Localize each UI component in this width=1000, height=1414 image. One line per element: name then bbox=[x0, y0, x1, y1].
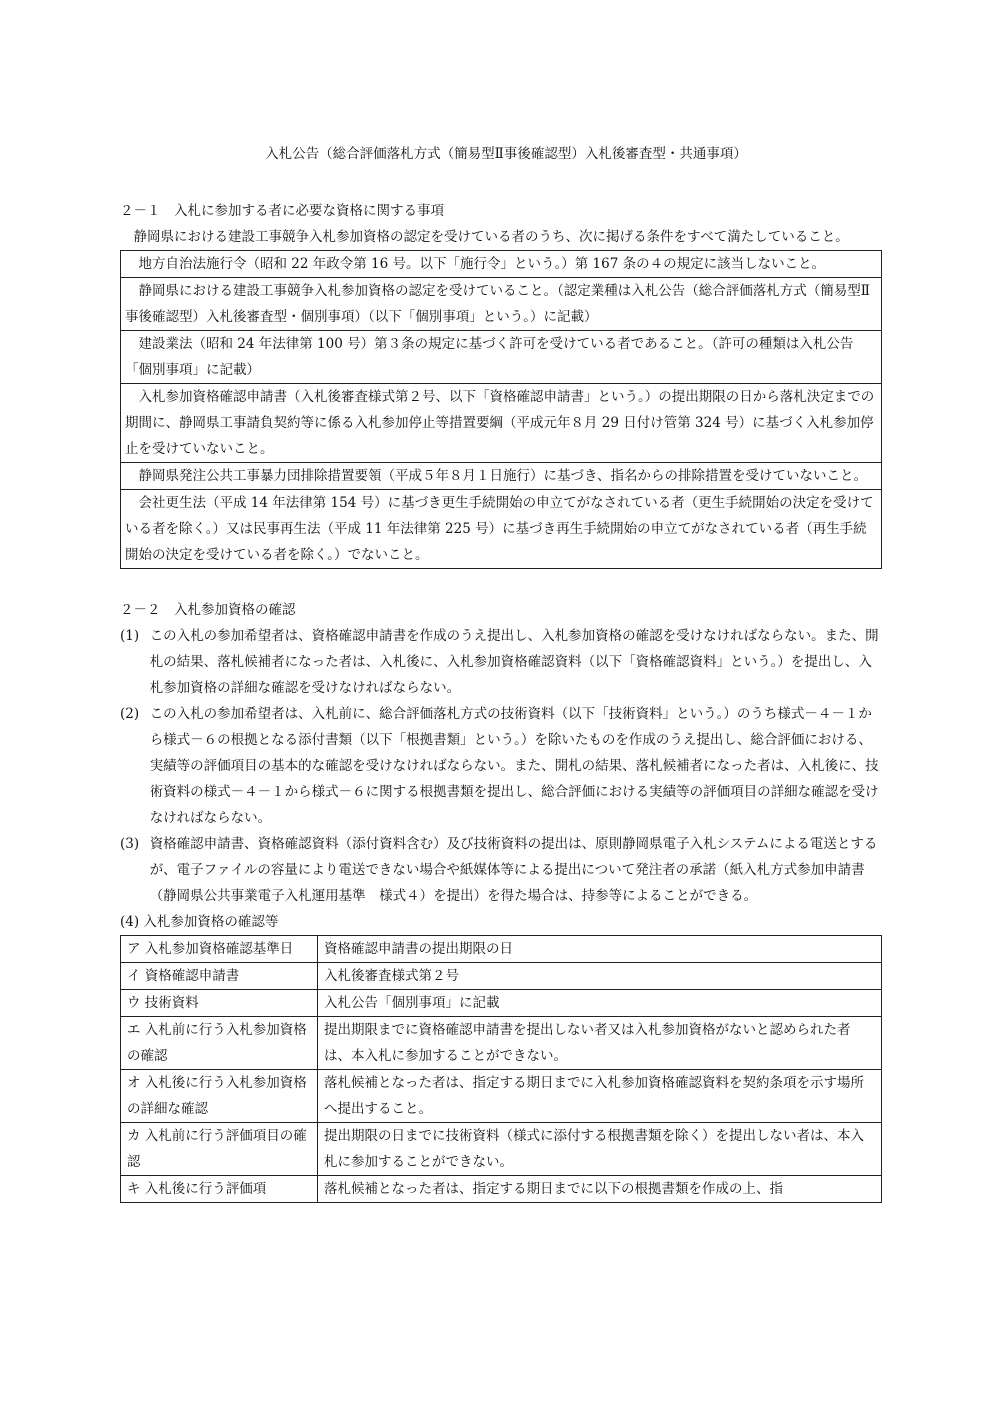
list-item bbox=[120, 701, 882, 831]
page-title: 入札公告（総合評価落札方式（簡易型Ⅱ事後確認型）入札後審査型・共通事項） bbox=[265, 146, 747, 162]
confirmation-key: イ 資格確認申請書 bbox=[121, 963, 318, 990]
table-row bbox=[121, 1176, 882, 1203]
table-row bbox=[121, 278, 882, 331]
list-item bbox=[120, 831, 882, 909]
confirmation-key: ウ 技術資料 bbox=[121, 990, 318, 1017]
table-row bbox=[121, 936, 882, 963]
requirement-cell: 建設業法（昭和 24 年法律第 100 号）第３条の規定に基づく許可を受けている者であること。（許可の種類は入札公告「個別事項」に記載） bbox=[121, 331, 882, 384]
confirmation-value: 提出期限の日までに技術資料（様式に添付する根拠書類を除く）を提出しない者は、本入札に参加することができない。 bbox=[318, 1123, 882, 1176]
confirmation-table bbox=[120, 935, 882, 1203]
subsection-4-heading: (4) 入札参加資格の確認等 bbox=[120, 914, 279, 930]
requirements-table bbox=[120, 250, 882, 569]
table-row bbox=[121, 331, 882, 384]
section-2-1-heading: ２－１ 入札に参加する者に必要な資格に関する事項 bbox=[120, 203, 444, 219]
item-number: (3) bbox=[120, 836, 140, 852]
confirmation-key: オ 入札後に行う入札参加資格の詳細な確認 bbox=[121, 1070, 318, 1123]
confirmation-value: 落札候補となった者は、指定する期日までに入札参加資格確認資料を契約条項を示す場所へ提出すること。 bbox=[318, 1070, 882, 1123]
confirmation-value: 落札候補となった者は、指定する期日までに以下の根拠書類を作成の上、指 bbox=[318, 1176, 882, 1203]
confirmation-value: 入札公告「個別事項」に記載 bbox=[318, 990, 882, 1017]
item-number: (2) bbox=[120, 706, 140, 722]
confirmation-value: 提出期限までに資格確認申請書を提出しない者又は入札参加資格がないと認められた者は、本入札に参加することができない。 bbox=[318, 1017, 882, 1070]
table-row bbox=[121, 1123, 882, 1176]
requirement-cell: 地方自治法施行令（昭和 22 年政令第 16 号。以下「施行令」という。）第 167 条の４の規定に該当しないこと。 bbox=[121, 251, 882, 278]
table-row bbox=[121, 1070, 882, 1123]
confirmation-value: 入札後審査様式第２号 bbox=[318, 963, 882, 990]
table-row bbox=[121, 463, 882, 490]
section-2-2-heading: ２－２ 入札参加資格の確認 bbox=[120, 602, 296, 618]
item-text: この入札の参加希望者は、入札前に、総合評価落札方式の技術資料（以下「技術資料」という。）のうち様式－４－１から様式－６の根拠となる添付書類（以下「根拠書類」という。）を除いたものを作成のうえ提出し、総合評価における、実績等の評価項目の基本的な確認を受けなければならない。また、開札の結果、落札候補者になった者は、入札後に、技術資料の様式－４－１から様式－６に関する根拠書類を提出し、総合評価における実績等の評価項目の詳細な確認を受けなければならない。 bbox=[149, 706, 879, 826]
item-number: (1) bbox=[120, 628, 140, 644]
table-row bbox=[121, 490, 882, 569]
item-text: 資格確認申請書、資格確認資料（添付資料含む）及び技術資料の提出は、原則静岡県電子入札システムによる電送とするが、電子ファイルの容量により電送できない場合や紙媒体等による提出について発注者の承諾（紙入札方式参加申請書（静岡県公共事業電子入札運用基準 様式４）を提出）を得た場合は、持参等によることができる。 bbox=[149, 836, 878, 904]
document-page bbox=[120, 140, 882, 1203]
confirmation-key: キ 入札後に行う評価項 bbox=[121, 1176, 318, 1203]
table-row bbox=[121, 251, 882, 278]
confirmation-key: ア 入札参加資格確認基準日 bbox=[121, 936, 318, 963]
requirement-cell: 静岡県における建設工事競争入札参加資格の認定を受けていること。（認定業種は入札公告（総合評価落札方式（簡易型Ⅱ事後確認型）入札後審査型・個別事項）（以下「個別事項」という。）に記載） bbox=[121, 278, 882, 331]
confirmation-key: カ 入札前に行う評価項目の確認 bbox=[121, 1123, 318, 1176]
requirement-cell: 会社更生法（平成 14 年法律第 154 号）に基づき更生手続開始の申立てがなされている者（更生手続開始の決定を受けている者を除く。）又は民事再生法（平成 11 年法律第 225 号）に基づき再生手続開始の申立てがなされている者（再生手続開始の決定を受けている者を除く。）でないこと。 bbox=[121, 490, 882, 569]
confirmation-key: エ 入札前に行う入札参加資格の確認 bbox=[121, 1017, 318, 1070]
table-row bbox=[121, 384, 882, 463]
item-text: この入札の参加希望者は、資格確認申請書を作成のうえ提出し、入札参加資格の確認を受けなければならない。また、開札の結果、落札候補者になった者は、入札後に、入札参加資格確認資料（以下「資格確認資料」という。）を提出し、入札参加資格の詳細な確認を受けなければならない。 bbox=[149, 628, 879, 696]
confirmation-value: 資格確認申請書の提出期限の日 bbox=[318, 936, 882, 963]
table-row bbox=[121, 990, 882, 1017]
requirement-cell: 静岡県発注公共工事暴力団排除措置要領（平成５年８月１日施行）に基づき、指名からの排除措置を受けていないこと。 bbox=[121, 463, 882, 490]
requirement-cell: 入札参加資格確認申請書（入札後審査様式第２号、以下「資格確認申請書」という。）の提出期限の日から落札決定までの期間に、静岡県工事請負契約等に係る入札参加停止等措置要綱（平成元年８月 29 日付け管第 324 号）に基づく入札参加停止を受けていないこと。 bbox=[121, 384, 882, 463]
list-item bbox=[120, 623, 882, 701]
table-row bbox=[121, 1017, 882, 1070]
section-2-1-intro: 静岡県における建設工事競争入札参加資格の認定を受けている者のうち、次に掲げる条件をすべて満たしていること。 bbox=[133, 229, 849, 245]
table-row bbox=[121, 963, 882, 990]
